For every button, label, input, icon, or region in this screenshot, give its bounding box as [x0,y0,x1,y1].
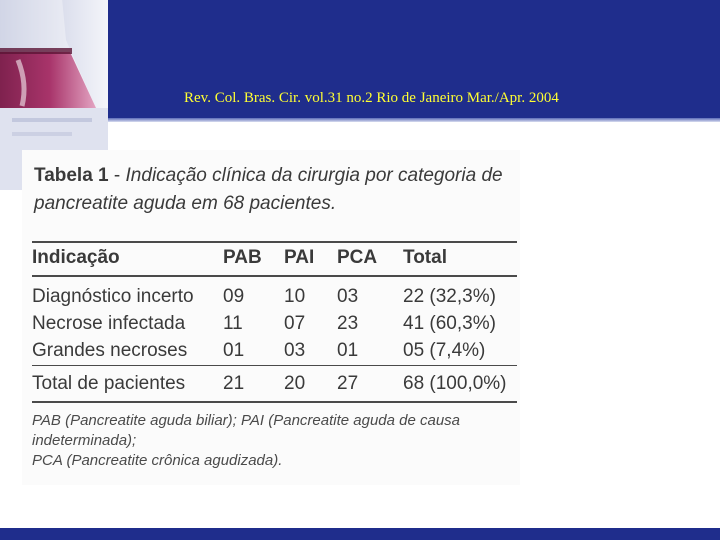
header-pai: PAI [284,247,315,268]
cell-total: 05 (7,4%) [403,340,486,361]
total-overall: 68 (100,0%) [403,373,507,394]
body-rule [32,365,517,366]
table-footnotes [32,411,520,471]
footnote-line: PCA (Pancreatite crônica agudizada). [32,452,283,469]
footer-bar [0,528,720,540]
table-scan [22,150,520,485]
cell-total: 22 (32,3%) [403,286,496,307]
cell-pab: 11 [223,313,243,334]
table-bottom-rule [32,401,517,403]
journal-citation: Rev. Col. Bras. Cir. vol.31 no.2 Rio de Janeiro Mar./Apr. 2004 [184,90,559,106]
table-label: Tabela 1 [34,165,109,186]
cell-total: 41 (60,3%) [403,313,496,334]
table-caption [34,162,514,218]
header-pab: PAB [223,247,262,268]
header-rule [32,275,517,277]
cell-pca: 03 [337,286,359,307]
total-pca: 27 [337,373,359,394]
cell-indicacao: Grandes necroses [32,340,188,361]
banner-divider [0,118,720,122]
cell-indicacao: Necrose infectada [32,313,186,334]
header-total: Total [403,247,447,268]
total-pab: 21 [223,373,245,394]
total-label: Total de pacientes [32,373,186,394]
footnote-line: PAB (Pancreatite aguda biliar); PAI (Pancreatite aguda de causa indeterminada); [32,412,461,449]
cell-pai: 10 [284,286,306,307]
cell-indicacao: Diagnóstico incerto [32,286,194,307]
cell-pca: 23 [337,313,359,334]
caption-separator: - [108,165,126,186]
cell-pab: 01 [223,340,245,361]
table-top-rule [32,241,517,243]
cell-pca: 01 [337,340,359,361]
cell-pab: 09 [223,286,245,307]
header-pca: PCA [337,247,378,268]
cell-pai: 03 [284,340,306,361]
cell-pai: 07 [284,313,306,334]
total-pai: 20 [284,373,306,394]
table-title: Indicação clínica da cirurgia por categoria de pancreatite aguda em 68 pacientes. [34,165,503,214]
header-indicacao: Indicação [32,247,120,268]
